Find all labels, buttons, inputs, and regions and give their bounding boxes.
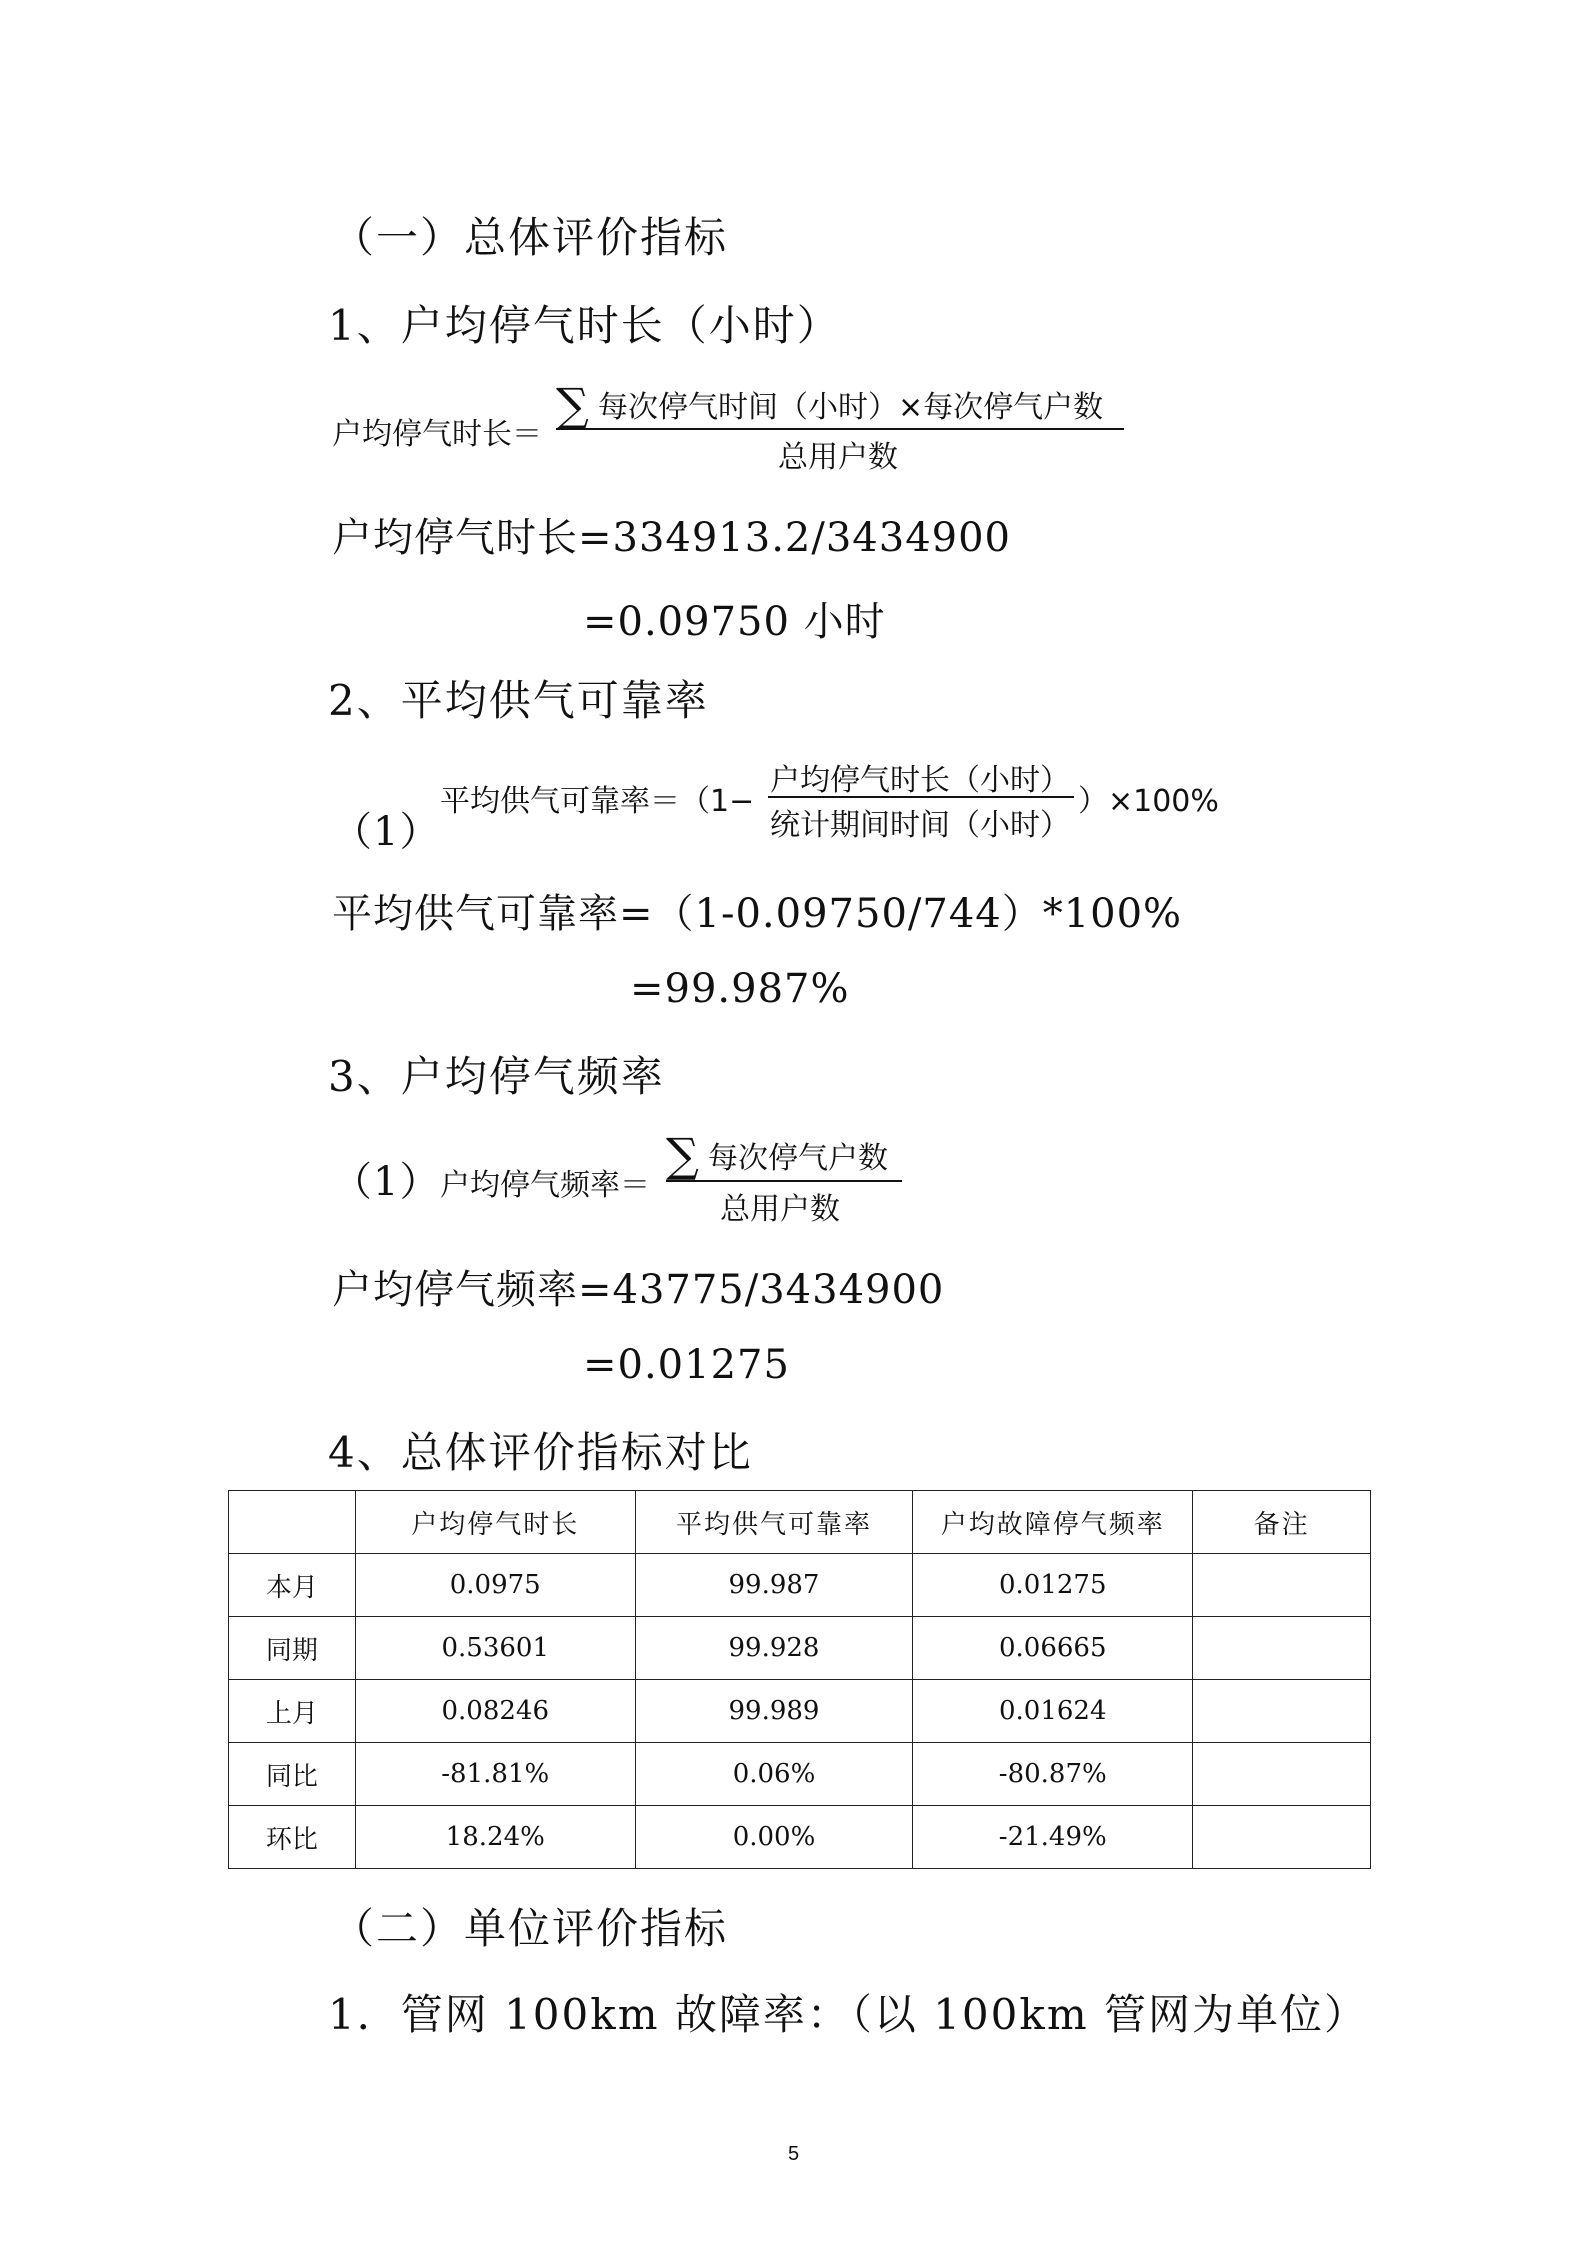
table-header-cell: 平均供气可靠率 [635,1491,913,1554]
item1-calc-line1: 户均停气时长=334913.2/3434900 [332,515,1011,561]
row-label: 本月 [229,1554,356,1617]
table-cell: 0.53601 [355,1617,635,1680]
table-row [229,1743,1371,1806]
section-title: （一）总体评价指标 [332,213,729,262]
item1-heading: 1、户均停气时长（小时） [328,301,841,350]
row-label: 同比 [229,1743,356,1806]
table-cell [1193,1554,1371,1617]
table-cell [1193,1617,1371,1680]
item2-calc-line2: =99.987% [630,966,850,1012]
fraction-bar [666,1180,902,1182]
table-row [229,1554,1371,1617]
sub-label: （1） [332,1159,441,1205]
table-cell: 0.00% [635,1806,913,1869]
fraction-bar [768,796,1074,798]
row-label: 上月 [229,1680,356,1743]
item4-heading: 4、总体评价指标对比 [328,1428,753,1477]
table-cell: 0.06665 [913,1617,1193,1680]
comparison-table [228,1490,1371,1869]
formula-denominator: 总用户数 [778,440,898,475]
section2-title: （二）单位评价指标 [332,1904,729,1953]
formula-numerator: 每次停气户数 [708,1141,888,1176]
table-header-cell: 户均故障停气频率 [913,1491,1193,1554]
table-row [229,1806,1371,1869]
table-cell: 0.0975 [355,1554,635,1617]
table-cell: 0.01275 [913,1554,1193,1617]
item3-calc-line2: =0.01275 [583,1342,790,1388]
sigma-symbol: ∑ [666,1128,699,1182]
item1-calc-line2: =0.09750 小时 [583,599,886,645]
table-cell: 99.928 [635,1617,913,1680]
table-row [229,1680,1371,1743]
table-header-cell [229,1491,356,1554]
formula-denominator: 总用户数 [720,1192,840,1227]
table-header-cell: 备注 [1193,1491,1371,1554]
formula-right-label: ）×100% [1078,784,1219,819]
table-cell: 0.08246 [355,1680,635,1743]
table-header-row [229,1491,1371,1554]
sigma-symbol: ∑ [556,378,589,432]
table-header-cell: 户均停气时长 [355,1491,635,1554]
table-cell: 99.987 [635,1554,913,1617]
formula-denominator: 统计期间时间（小时） [770,808,1070,843]
table-cell: -80.87% [913,1743,1193,1806]
item3-heading: 3、户均停气频率 [328,1052,665,1101]
fraction-bar [556,428,1124,430]
formula-left-label: 户均停气频率＝ [440,1168,650,1203]
item3-calc-line1: 户均停气频率=43775/3434900 [332,1267,945,1313]
item2-heading: 2、平均供气可靠率 [328,676,709,725]
table-cell: 0.01624 [913,1680,1193,1743]
table-row [229,1617,1371,1680]
table-cell: -21.49% [913,1806,1193,1869]
sub-label: （1） [332,809,441,855]
page-number: 5 [787,2143,800,2165]
table-cell: 99.989 [635,1680,913,1743]
row-label: 同期 [229,1617,356,1680]
table-cell: 18.24% [355,1806,635,1869]
table-cell: -81.81% [355,1743,635,1806]
table-cell [1193,1806,1371,1869]
formula-left-label: 平均供气可靠率＝（1− [440,784,755,819]
formula-left-label: 户均停气时长＝ [332,417,542,452]
item2-calc-line1: 平均供气可靠率=（1-0.09750/744）*100% [332,891,1183,937]
formula-numerator: 每次停气时间（小时）×每次停气户数 [598,390,1104,425]
table-cell [1193,1743,1371,1806]
table-cell: 0.06% [635,1743,913,1806]
row-label: 环比 [229,1806,356,1869]
section2-item1-heading: 1．管网 100km 故障率：（以 100km 管网为单位） [328,1990,1369,2039]
table-cell [1193,1680,1371,1743]
formula-numerator: 户均停气时长（小时） [770,763,1070,798]
